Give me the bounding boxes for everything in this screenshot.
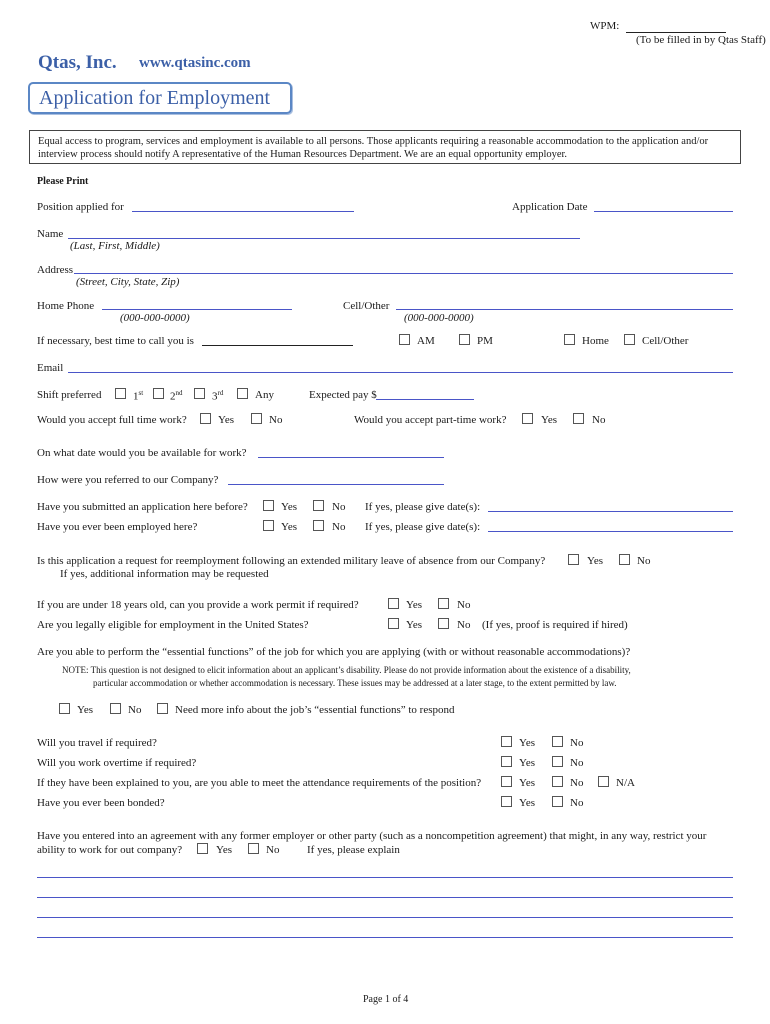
cell-other-label: Cell/Other (642, 335, 689, 347)
part-time-yes-label: Yes (541, 414, 558, 426)
shift-first-checkbox[interactable] (115, 388, 126, 399)
travel-yes-label: Yes (519, 737, 536, 749)
note-line1: NOTE: This question is not designed to elicit information about an applicant’s disability. Please do not provide information about the existence of a disability, (62, 665, 631, 675)
submitted-no-label: No (332, 501, 346, 513)
shift-third-label: 3rd (212, 389, 224, 403)
name-label: Name (37, 228, 64, 240)
eeo-notice: Equal access to program, services and employment is available to all persons. Those applicants requiring a reasonable accommodation to the application and/or interview process should notify A representative of the Human Resources Department. We are an equal opportunity employer. (29, 130, 741, 164)
attendance-yes-checkbox[interactable] (501, 776, 512, 787)
best-time-input[interactable] (202, 345, 353, 346)
reemployment-sub: If yes, additional information may be requested (60, 568, 269, 580)
eligible-yes-checkbox[interactable] (388, 618, 399, 629)
expected-pay-label: Expected pay $ (309, 389, 377, 401)
home-checkbox[interactable] (564, 334, 575, 345)
need-info-checkbox[interactable] (157, 703, 168, 714)
under18-no-label: No (457, 599, 471, 611)
reemployment-label: Is this application a request for reemployment following an extended military leave of absence from our Company? (37, 555, 546, 567)
shift-first-label: 1st (133, 389, 144, 403)
bonded-yes-label: Yes (519, 797, 536, 809)
bonded-no-label: No (570, 797, 584, 809)
essential-yes-checkbox[interactable] (59, 703, 70, 714)
attendance-label: If they have been explained to you, are you able to meet the attendance requirements of the position? (37, 777, 482, 789)
proof-note: (If yes, proof is required if hired) (482, 619, 628, 631)
home-phone-hint: (000-000-0000) (120, 312, 190, 324)
cell-label: Cell/Other (343, 300, 390, 312)
bonded-no-checkbox[interactable] (552, 796, 563, 807)
eligible-no-checkbox[interactable] (438, 618, 449, 629)
available-date-input[interactable] (258, 457, 444, 458)
employed-before-label: Have you ever been employed here? (37, 521, 198, 533)
explain-label: If yes, please explain (307, 844, 400, 856)
under18-yes-checkbox[interactable] (388, 598, 399, 609)
need-info-label: Need more info about the job’s “essential functions” to respond (175, 704, 455, 716)
submitted-yes-checkbox[interactable] (263, 500, 274, 511)
explain-line-3[interactable] (37, 917, 733, 918)
full-time-no-label: No (269, 414, 283, 426)
app-date-label: Application Date (512, 201, 588, 213)
position-input[interactable] (132, 211, 354, 212)
essential-no-checkbox[interactable] (110, 703, 121, 714)
eligible-label: Are you legally eligible for employment in the United States? (37, 619, 309, 631)
travel-no-checkbox[interactable] (552, 736, 563, 747)
company-name: Qtas, Inc. (38, 52, 117, 73)
name-hint: (Last, First, Middle) (70, 240, 160, 252)
app-date-input[interactable] (594, 211, 733, 212)
bonded-yes-checkbox[interactable] (501, 796, 512, 807)
pm-label: PM (477, 335, 493, 347)
reemployment-no-checkbox[interactable] (619, 554, 630, 565)
part-time-no-label: No (592, 414, 606, 426)
wpm-note: (To be filled in by Qtas Staff) (636, 34, 766, 46)
employed-yes-checkbox[interactable] (263, 520, 274, 531)
name-input[interactable] (68, 238, 580, 239)
cell-other-checkbox[interactable] (624, 334, 635, 345)
overtime-yes-checkbox[interactable] (501, 756, 512, 767)
bonded-label: Have you ever been bonded? (37, 797, 165, 809)
travel-no-label: No (570, 737, 584, 749)
employed-dates-input[interactable] (488, 531, 733, 532)
reemployment-yes-label: Yes (587, 555, 604, 567)
part-time-no-checkbox[interactable] (573, 413, 584, 424)
referred-input[interactable] (228, 484, 444, 485)
agreement-line1: Have you entered into an agreement with any former employer or other party (such as a noncompetition agreement) that might, in any way, restrict your (37, 830, 707, 842)
wpm-label: WPM: (590, 20, 620, 32)
submitted-dates-label: If yes, please give date(s): (365, 501, 481, 513)
under18-label: If you are under 18 years old, can you provide a work permit if required? (37, 599, 359, 611)
travel-yes-checkbox[interactable] (501, 736, 512, 747)
agreement-yes-label: Yes (216, 844, 233, 856)
reemployment-no-label: No (637, 555, 651, 567)
travel-label: Will you travel if required? (37, 737, 157, 749)
employed-dates-label: If yes, please give date(s): (365, 521, 481, 533)
overtime-no-checkbox[interactable] (552, 756, 563, 767)
agreement-yes-checkbox[interactable] (197, 843, 208, 854)
employed-no-label: No (332, 521, 346, 533)
explain-line-4[interactable] (37, 937, 733, 938)
essential-no-label: No (128, 704, 142, 716)
am-checkbox[interactable] (399, 334, 410, 345)
part-time-yes-checkbox[interactable] (522, 413, 533, 424)
page-number: Page 1 of 4 (363, 994, 409, 1005)
address-input[interactable] (74, 273, 733, 274)
am-label: AM (417, 335, 435, 347)
attendance-na-label: N/A (616, 777, 635, 789)
agreement-no-label: No (266, 844, 280, 856)
home-phone-label: Home Phone (37, 300, 95, 312)
wpm-field[interactable] (626, 32, 726, 33)
employed-yes-label: Yes (281, 521, 298, 533)
cell-hint: (000-000-0000) (404, 312, 474, 324)
employed-no-checkbox[interactable] (313, 520, 324, 531)
home-label: Home (582, 335, 609, 347)
shift-second-checkbox[interactable] (153, 388, 164, 399)
agreement-no-checkbox[interactable] (248, 843, 259, 854)
position-label: Position applied for (37, 201, 124, 213)
attendance-no-label: No (570, 777, 584, 789)
address-label: Address (37, 264, 74, 276)
overtime-yes-label: Yes (519, 757, 536, 769)
reemployment-yes-checkbox[interactable] (568, 554, 579, 565)
pm-checkbox[interactable] (459, 334, 470, 345)
best-time-label: If necessary, best time to call you is (37, 335, 194, 347)
email-input[interactable] (68, 372, 733, 373)
agreement-line2: ability to work for out company? (37, 844, 183, 856)
address-hint: (Street, City, State, Zip) (76, 276, 180, 288)
submitted-no-checkbox[interactable] (313, 500, 324, 511)
attendance-yes-label: Yes (519, 777, 536, 789)
note-line2: particular accommodation or whether accommodation is necessary. These issues may be addressed at a later stage, to the extent permitted by law. (93, 678, 617, 688)
full-time-no-checkbox[interactable] (251, 413, 262, 424)
part-time-label: Would you accept part-time work? (354, 414, 507, 426)
shift-any-checkbox[interactable] (237, 388, 248, 399)
overtime-label: Will you work overtime if required? (37, 757, 197, 769)
expected-pay-input[interactable] (376, 399, 474, 400)
explain-line-1[interactable] (37, 877, 733, 878)
submitted-yes-label: Yes (281, 501, 298, 513)
please-print-label: Please Print (37, 176, 89, 187)
full-time-yes-label: Yes (218, 414, 235, 426)
shift-second-label: 2nd (170, 389, 183, 403)
full-time-label: Would you accept full time work? (37, 414, 187, 426)
cell-input[interactable] (396, 309, 733, 310)
available-date-label: On what date would you be available for work? (37, 447, 247, 459)
attendance-no-checkbox[interactable] (552, 776, 563, 787)
company-website: www.qtasinc.com (139, 55, 251, 71)
home-phone-input[interactable] (102, 309, 292, 310)
full-time-yes-checkbox[interactable] (200, 413, 211, 424)
under18-yes-label: Yes (406, 599, 423, 611)
page-title-box (28, 82, 292, 114)
essential-label: Are you able to perform the “essential functions” of the job for which you are applying (with or without reasonable accommodations)? (37, 646, 631, 658)
eligible-yes-label: Yes (406, 619, 423, 631)
shift-any-label: Any (255, 389, 274, 401)
shift-label: Shift preferred (37, 389, 102, 401)
overtime-no-label: No (570, 757, 584, 769)
attendance-na-checkbox[interactable] (598, 776, 609, 787)
submitted-dates-input[interactable] (488, 511, 733, 512)
explain-line-2[interactable] (37, 897, 733, 898)
email-label: Email (37, 362, 64, 374)
essential-yes-label: Yes (77, 704, 94, 716)
under18-no-checkbox[interactable] (438, 598, 449, 609)
submitted-before-label: Have you submitted an application here before? (37, 501, 248, 513)
page-title: Application for Employment (39, 87, 271, 109)
shift-third-checkbox[interactable] (194, 388, 205, 399)
eligible-no-label: No (457, 619, 471, 631)
referred-label: How were you referred to our Company? (37, 474, 219, 486)
